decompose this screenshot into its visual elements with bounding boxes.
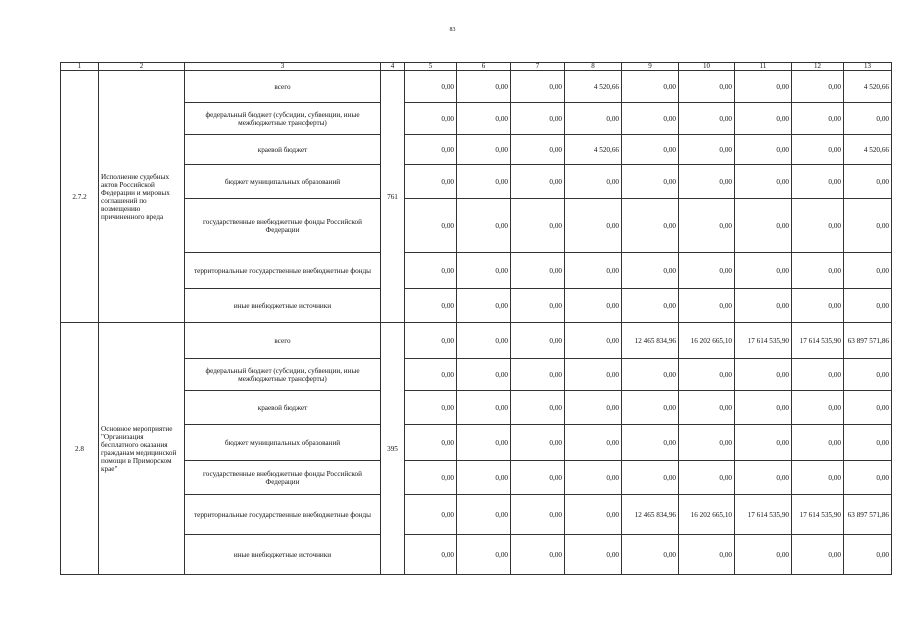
amount-cell: 0,00: [405, 289, 457, 323]
amount-cell: 0,00: [511, 103, 565, 135]
amount-cell: 0,00: [457, 135, 511, 165]
column-number: 11: [735, 63, 792, 71]
amount-cell: 0,00: [844, 199, 892, 253]
column-number: 13: [844, 63, 892, 71]
amount-cell: 0,00: [405, 253, 457, 289]
amount-cell: 0,00: [565, 495, 622, 535]
amount-cell: 0,00: [735, 425, 792, 461]
amount-cell: 0,00: [565, 461, 622, 495]
amount-cell: 17 614 535,90: [735, 323, 792, 359]
column-number-row: [61, 63, 892, 71]
amount-cell: 0,00: [679, 253, 735, 289]
table-row: [61, 253, 892, 289]
amount-cell: 0,00: [511, 461, 565, 495]
column-number: 12: [792, 63, 844, 71]
amount-cell: 0,00: [405, 425, 457, 461]
amount-cell: 0,00: [565, 289, 622, 323]
amount-cell: 0,00: [844, 461, 892, 495]
amount-cell: 0,00: [622, 165, 679, 199]
funding-source: бюджет муниципальных образований: [185, 165, 381, 199]
table-row: [61, 71, 892, 103]
amount-cell: 0,00: [735, 71, 792, 103]
amount-cell: 0,00: [735, 103, 792, 135]
funding-source: государственные внебюджетные фонды Российской Федерации: [185, 199, 381, 253]
table-row: [61, 165, 892, 199]
amount-cell: 0,00: [405, 323, 457, 359]
amount-cell: 0,00: [679, 535, 735, 575]
amount-cell: 0,00: [622, 103, 679, 135]
amount-cell: 0,00: [679, 199, 735, 253]
amount-cell: 0,00: [457, 535, 511, 575]
amount-cell: 0,00: [511, 495, 565, 535]
funding-source: бюджет муниципальных образований: [185, 425, 381, 461]
column-number: 1: [61, 63, 99, 71]
amount-cell: 0,00: [622, 199, 679, 253]
funding-source: федеральный бюджет (субсидии, субвенции, иные межбюджетные трансферты): [185, 359, 381, 391]
amount-cell: 0,00: [792, 461, 844, 495]
amount-cell: 0,00: [511, 135, 565, 165]
amount-cell: 0,00: [565, 103, 622, 135]
amount-cell: 0,00: [679, 425, 735, 461]
amount-cell: 0,00: [405, 495, 457, 535]
amount-cell: 0,00: [405, 461, 457, 495]
funding-source: федеральный бюджет (субсидии, субвенции, иные межбюджетные трансферты): [185, 103, 381, 135]
amount-cell: 0,00: [565, 323, 622, 359]
amount-cell: 0,00: [844, 391, 892, 425]
amount-cell: 0,00: [511, 535, 565, 575]
grbs-code: 761: [381, 71, 405, 323]
amount-cell: 0,00: [622, 535, 679, 575]
amount-cell: 0,00: [792, 535, 844, 575]
amount-cell: 0,00: [457, 391, 511, 425]
table-row: [61, 461, 892, 495]
column-number: 4: [381, 63, 405, 71]
amount-cell: 0,00: [405, 165, 457, 199]
amount-cell: 0,00: [792, 359, 844, 391]
amount-cell: 0,00: [844, 535, 892, 575]
column-number: 10: [679, 63, 735, 71]
amount-cell: 0,00: [679, 289, 735, 323]
amount-cell: 0,00: [844, 425, 892, 461]
amount-cell: 17 614 535,90: [792, 323, 844, 359]
amount-cell: 0,00: [511, 289, 565, 323]
amount-cell: 0,00: [622, 71, 679, 103]
table-row: [61, 199, 892, 253]
funding-source: государственные внебюджетные фонды Российской Федерации: [185, 461, 381, 495]
amount-cell: 0,00: [792, 253, 844, 289]
amount-cell: 0,00: [405, 103, 457, 135]
item-code: 2.7.2: [61, 71, 99, 323]
amount-cell: 0,00: [844, 289, 892, 323]
amount-cell: 0,00: [511, 391, 565, 425]
amount-cell: 0,00: [679, 359, 735, 391]
amount-cell: 17 614 535,90: [792, 495, 844, 535]
amount-cell: 0,00: [457, 425, 511, 461]
funding-source: краевой бюджет: [185, 135, 381, 165]
amount-cell: 0,00: [844, 253, 892, 289]
funding-source: территориальные государственные внебюджетные фонды: [185, 495, 381, 535]
amount-cell: 0,00: [457, 253, 511, 289]
amount-cell: 0,00: [622, 391, 679, 425]
funding-source: иные внебюджетные источники: [185, 535, 381, 575]
amount-cell: 0,00: [565, 391, 622, 425]
amount-cell: 12 465 834,96: [622, 323, 679, 359]
amount-cell: 0,00: [792, 199, 844, 253]
amount-cell: 0,00: [457, 165, 511, 199]
amount-cell: 0,00: [511, 359, 565, 391]
amount-cell: 0,00: [622, 135, 679, 165]
amount-cell: 0,00: [457, 289, 511, 323]
table-row: [61, 135, 892, 165]
amount-cell: 0,00: [565, 253, 622, 289]
amount-cell: 0,00: [735, 289, 792, 323]
amount-cell: 4 520,66: [565, 135, 622, 165]
amount-cell: 0,00: [511, 253, 565, 289]
amount-cell: 0,00: [735, 135, 792, 165]
column-number: 9: [622, 63, 679, 71]
funding-source: всего: [185, 323, 381, 359]
amount-cell: 0,00: [565, 359, 622, 391]
amount-cell: 0,00: [622, 253, 679, 289]
amount-cell: 0,00: [792, 289, 844, 323]
table-row: [61, 289, 892, 323]
amount-cell: 0,00: [844, 103, 892, 135]
column-number: 6: [457, 63, 511, 71]
amount-cell: 0,00: [622, 461, 679, 495]
amount-cell: 0,00: [405, 535, 457, 575]
amount-cell: 0,00: [565, 199, 622, 253]
amount-cell: 0,00: [511, 165, 565, 199]
budget-table: [60, 62, 892, 575]
table-row: [61, 391, 892, 425]
funding-source: краевой бюджет: [185, 391, 381, 425]
amount-cell: 63 897 571,86: [844, 495, 892, 535]
page-number: 83: [449, 27, 456, 33]
column-number: 2: [99, 63, 185, 71]
column-number: 7: [511, 63, 565, 71]
funding-source: всего: [185, 71, 381, 103]
amount-cell: 0,00: [622, 425, 679, 461]
amount-cell: 0,00: [735, 461, 792, 495]
amount-cell: 0,00: [735, 165, 792, 199]
amount-cell: 0,00: [565, 535, 622, 575]
amount-cell: 0,00: [405, 135, 457, 165]
funding-source: иные внебюджетные источники: [185, 289, 381, 323]
grbs-code: 395: [381, 323, 405, 575]
amount-cell: 0,00: [679, 165, 735, 199]
amount-cell: 0,00: [457, 359, 511, 391]
item-description: Исполнение судебных актов Российской Федерации и мировых соглашений по возмещению причиненного вреда: [99, 71, 185, 323]
amount-cell: 0,00: [844, 165, 892, 199]
amount-cell: 4 520,66: [844, 71, 892, 103]
amount-cell: 0,00: [735, 359, 792, 391]
amount-cell: 0,00: [679, 391, 735, 425]
amount-cell: 0,00: [735, 253, 792, 289]
amount-cell: 0,00: [405, 391, 457, 425]
amount-cell: 0,00: [679, 135, 735, 165]
amount-cell: 12 465 834,96: [622, 495, 679, 535]
amount-cell: 0,00: [565, 165, 622, 199]
amount-cell: 0,00: [622, 359, 679, 391]
amount-cell: 0,00: [457, 103, 511, 135]
funding-source: территориальные государственные внебюджетные фонды: [185, 253, 381, 289]
table-row: [61, 425, 892, 461]
amount-cell: 0,00: [792, 135, 844, 165]
amount-cell: 0,00: [792, 425, 844, 461]
table-row: [61, 535, 892, 575]
amount-cell: 0,00: [511, 71, 565, 103]
amount-cell: 0,00: [457, 71, 511, 103]
amount-cell: 17 614 535,90: [735, 495, 792, 535]
amount-cell: 0,00: [679, 461, 735, 495]
amount-cell: 0,00: [457, 461, 511, 495]
amount-cell: 0,00: [511, 199, 565, 253]
amount-cell: 16 202 665,10: [679, 495, 735, 535]
amount-cell: 0,00: [735, 199, 792, 253]
amount-cell: 0,00: [792, 165, 844, 199]
table-row: [61, 359, 892, 391]
amount-cell: 63 897 571,86: [844, 323, 892, 359]
amount-cell: 0,00: [679, 71, 735, 103]
amount-cell: 0,00: [735, 391, 792, 425]
amount-cell: 0,00: [511, 425, 565, 461]
item-description: Основное мероприятие "Организация бесплатного оказания гражданам медицинской помощи в Приморском крае": [99, 323, 185, 575]
amount-cell: 0,00: [457, 495, 511, 535]
amount-cell: 0,00: [792, 71, 844, 103]
amount-cell: 0,00: [622, 289, 679, 323]
column-number: 8: [565, 63, 622, 71]
amount-cell: 0,00: [735, 535, 792, 575]
column-number: 5: [405, 63, 457, 71]
amount-cell: 0,00: [457, 199, 511, 253]
amount-cell: 0,00: [679, 103, 735, 135]
item-code: 2.8: [61, 323, 99, 575]
amount-cell: 0,00: [792, 103, 844, 135]
table-row: [61, 495, 892, 535]
amount-cell: 0,00: [844, 359, 892, 391]
table-row: [61, 323, 892, 359]
amount-cell: 0,00: [405, 71, 457, 103]
amount-cell: 0,00: [457, 323, 511, 359]
amount-cell: 4 520,66: [844, 135, 892, 165]
amount-cell: 16 202 665,10: [679, 323, 735, 359]
amount-cell: 0,00: [511, 323, 565, 359]
amount-cell: 4 520,66: [565, 71, 622, 103]
amount-cell: 0,00: [792, 391, 844, 425]
amount-cell: 0,00: [405, 359, 457, 391]
table-row: [61, 103, 892, 135]
column-number: 3: [185, 63, 381, 71]
amount-cell: 0,00: [405, 199, 457, 253]
amount-cell: 0,00: [565, 425, 622, 461]
